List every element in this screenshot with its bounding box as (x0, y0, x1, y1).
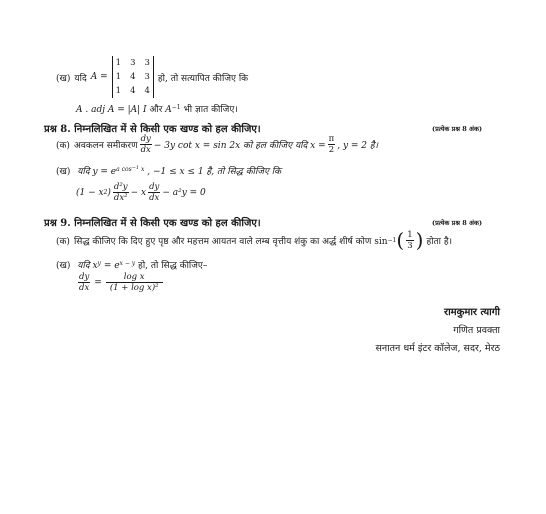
q8-kha-line (56, 164, 281, 177)
q9-dydx: $\frac{dy}{dx}$ (79, 272, 90, 293)
q8-ka-line (56, 134, 378, 155)
q9-one-third: $\frac{1}{3}$ (407, 229, 413, 251)
q9-ka-end: होता है। (426, 236, 453, 247)
q8-dydx-2: $\frac{dy}{dx}$ (149, 182, 160, 203)
q8-ka-text1: अवकलन समीकरण (73, 141, 138, 151)
matrix-row: 1 4 4 (115, 86, 150, 96)
right-paren: ) (415, 228, 424, 252)
q9-ka-text: सिद्ध कीजिए कि दिए हुए पृष्ठ और महत्तम आयतन वाले लम्ब वृत्तीय शंकु का अर्द्ध शीर्ष कोण sin (73, 236, 388, 247)
q7-find: भी ज्ञात कीजिए। (183, 105, 238, 115)
q7-kha-label: (ख) (56, 73, 71, 84)
q9-kha-label: (ख) (56, 261, 71, 271)
q8-pi-frac: $\frac{\pi}{2}$ (328, 134, 335, 155)
q8-marks: (प्रत्येक प्रश्न 8 अंक) (432, 125, 483, 133)
q9-result: $\frac{dy}{dx}$ = $\frac{\text{log x}}{\text{(1 + log x)²}}$ (76, 272, 165, 293)
q8-equation: (1 − x 2 ) $\frac{\text{d²y}}{\text{dx²}}$ − x $\frac{dy}{dx}$ − a²y = 0 (76, 182, 206, 203)
q7-inv: −1 (171, 104, 181, 111)
q8-d2ydx2: $\frac{\text{d²y}}{\text{dx²}}$ (113, 182, 128, 203)
q8-kha-label: (ख) (56, 167, 71, 177)
q7-kha-line1 (56, 56, 248, 98)
matrix-row: 1 4 3 (115, 72, 150, 82)
q7-kha-A: A = (90, 72, 108, 82)
q9-ka-line (56, 228, 452, 252)
q9-title: प्रश्न 9. निम्नलिखित में से किसी एक खण्ड को हल कीजिए। (44, 218, 261, 229)
q7-A: A (165, 105, 172, 115)
q8-kha-text1: यदि y = e (77, 167, 117, 177)
q7-kha-after: हो, तो सत्यापित कीजिए कि (157, 73, 249, 84)
q9-ka-label: (क) (56, 236, 70, 247)
q8-ka-label: (क) (56, 141, 70, 151)
q9-marks: (प्रत्येक प्रश्न 8 अंक) (432, 219, 483, 227)
author-name: रामकुमार त्यागी (444, 307, 500, 318)
q9-log-frac: $\frac{\text{log x}}{\text{(1 + log x)²}}$ (106, 272, 163, 293)
left-paren: ( (396, 228, 405, 252)
q7-and: और (149, 105, 163, 115)
q7-kha-if: यदि (74, 73, 87, 84)
q9-inv: −1 (387, 236, 397, 244)
author-school: सनातन धर्म इंटर कॉलेज, सदर, मेरठ (375, 343, 500, 354)
matrix-A (112, 56, 154, 98)
q8-ka-text2: − 3y cot x = sin 2x को हल कीजिए यदि x = (153, 141, 326, 151)
q7-adj-expr: A . adj A = |A| I (76, 105, 147, 115)
q8-ka-text3: , y = 2 है। (337, 141, 379, 151)
q8-exp: a cos−1 x (116, 165, 145, 173)
q8-kha-text2: , −1 ≤ x ≤ 1 है, तो सिद्ध कीजिए कि (147, 167, 282, 177)
q8-dydx: $\frac{dy}{dx}$ (140, 134, 151, 155)
author-role: गणित प्रवक्ता (453, 325, 500, 336)
matrix-row: 1 3 3 (115, 58, 150, 68)
q9-kha-line: (ख) यदि $x^y = e^{x - y}$ हो, तो सिद्ध कीजिए– (56, 260, 208, 271)
q8-title: प्रश्न 8. निम्नलिखित में से किसी एक खण्ड को हल कीजिए। (44, 124, 261, 135)
q7-kha-line2 (76, 102, 238, 115)
